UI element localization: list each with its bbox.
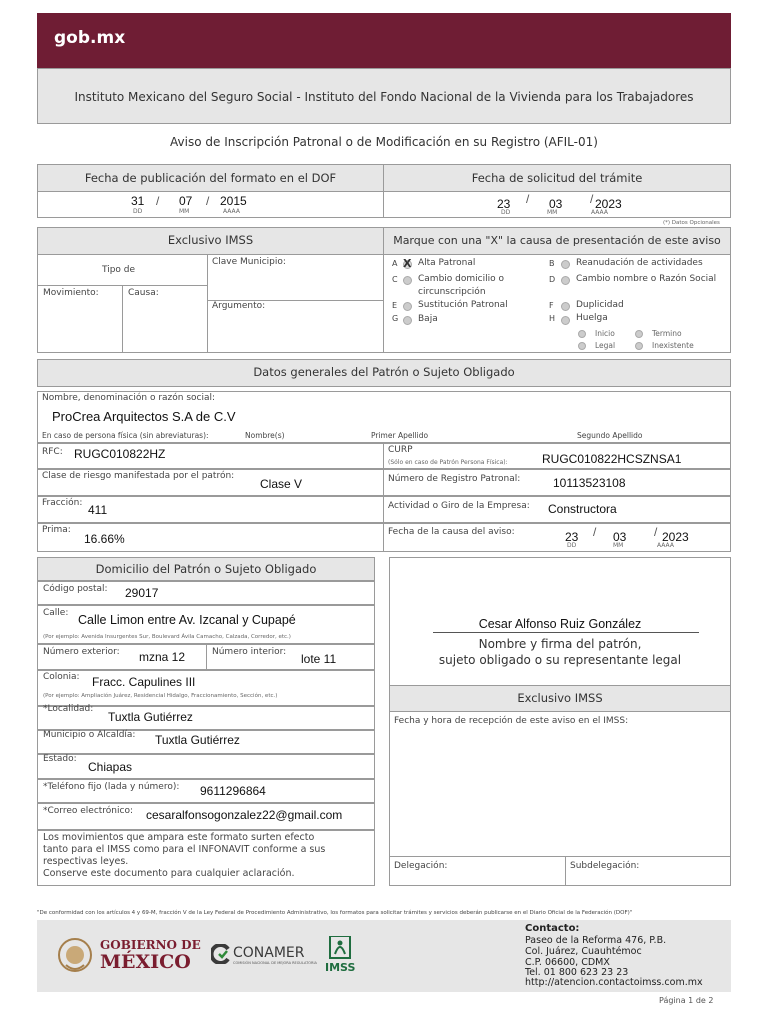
fc-dd-cap: DD <box>567 542 577 549</box>
signature-caption-1: Nombre y firma del patrón, <box>478 637 642 651</box>
cp-label: Código postal: <box>43 584 108 594</box>
signature-line <box>433 632 699 633</box>
pub-dd-cap: DD <box>133 208 143 215</box>
cause-a-letter: A <box>392 259 398 268</box>
legal-note-2: tanto para el IMSS como para el INFONAVIT conforme a sus <box>43 844 326 855</box>
optional-note: (*) Datos Opcionales <box>663 220 720 226</box>
cause-f-letter: F <box>549 301 554 310</box>
cause-g-radio[interactable] <box>403 316 412 325</box>
pub-sep2: / <box>206 194 210 208</box>
segundo-apellido-label: Segundo Apellido <box>577 431 643 440</box>
colonia-example: (Por ejemplo: Ampliación Juárez, Residencial Hidalgo, Fraccionamiento, Sección, etc.) <box>43 693 278 699</box>
fc-yyyy-cap: AAAA <box>657 542 674 549</box>
ext-value: mzna 12 <box>139 650 186 664</box>
imss-logo-text: IMSS <box>325 961 356 974</box>
imss-logo-icon <box>326 936 354 960</box>
cause-c-radio[interactable] <box>403 276 412 285</box>
colonia-value: Fracc. Capulines III <box>92 675 196 689</box>
gobierno-text-1: GOBIERNO DE <box>100 938 201 952</box>
int-value: lote 11 <box>301 652 337 666</box>
fc-sep2: / <box>654 525 658 539</box>
huelga-termino-radio[interactable] <box>635 330 643 338</box>
imss-body <box>37 254 384 353</box>
institution-name: Instituto Mexicano del Seguro Social - Instituto del Fondo Nacional de la Vivienda para los Trabajadores <box>74 90 694 104</box>
rfc-value: RUGC010822HZ <box>74 447 166 461</box>
int-label: Número interior: <box>212 647 287 657</box>
colonia-box <box>37 670 375 706</box>
legal-note-1: Los movimientos que ampara este formato surten efecto <box>43 832 315 843</box>
tel-value: 9611296864 <box>200 784 266 798</box>
contact-line-3: C.P. 06600, CDMX <box>525 957 610 968</box>
req-mm-cap: MM <box>547 209 558 216</box>
fc-mm: 03 <box>613 530 627 544</box>
cause-e-radio[interactable] <box>403 302 412 311</box>
cause-a-label: Alta Patronal <box>418 258 476 268</box>
req-dd: 23 <box>497 197 511 211</box>
pub-date-box <box>37 191 384 218</box>
municipio-value: Tuxtla Gutiérrez <box>155 733 240 747</box>
cause-c-label2: circunscripción <box>418 287 486 297</box>
conamer-text: CONAMER <box>233 945 305 961</box>
cause-h-letter: H <box>549 314 556 323</box>
conamer-icon <box>211 944 231 964</box>
estado-label: Estado: <box>43 754 77 764</box>
legal-note-3: respectivas leyes. <box>43 856 129 867</box>
contact-line-1: Paseo de la Reforma 476, P.B. <box>525 935 667 946</box>
clase-label: Clase de riesgo manifestada por el patrón: <box>42 471 235 481</box>
req-yyyy-cap: AAAA <box>591 209 608 216</box>
cause-h-radio[interactable] <box>561 316 570 325</box>
name-label: Nombre, denominación o razón social: <box>42 393 216 403</box>
huelga-legal-radio[interactable] <box>578 342 586 350</box>
mexico-shield-icon <box>58 935 92 975</box>
cp-value: 29017 <box>125 586 159 600</box>
localidad-label: *Localidad: <box>43 704 94 714</box>
fc-sep1: / <box>593 525 597 539</box>
cause-e-label: Sustitución Patronal <box>418 300 508 310</box>
gobierno-text-2: MÉXICO <box>100 951 191 973</box>
req-yyyy: 2023 <box>595 197 622 211</box>
domicilio-header-label: Domicilio del Patrón o Sujeto Obligado <box>95 562 317 576</box>
argumento-label: Argumento: <box>212 301 266 311</box>
fraccion-value: 411 <box>88 503 108 517</box>
actividad-label: Actividad o Giro de la Empresa: <box>388 501 530 511</box>
form-title: Aviso de Inscripción Patronal o de Modificación en su Registro (AFIL-01) <box>170 135 598 149</box>
subdelegacion-label: Subdelegación: <box>570 861 640 871</box>
page-number: Página 1 de 2 <box>659 996 714 1005</box>
pub-yyyy: 2015 <box>220 194 247 208</box>
ext-label: Número exterior: <box>43 647 120 657</box>
causa-label: Causa: <box>128 288 159 298</box>
fc-yyyy: 2023 <box>662 530 689 544</box>
req-sep1: / <box>526 192 530 206</box>
req-date-label: Fecha de solicitud del trámite <box>471 171 643 185</box>
curp-value: RUGC010822HCSZNSA1 <box>542 452 682 466</box>
signer-name: Cesar Alfonso Ruiz González <box>478 617 642 631</box>
curp-note: (Sólo en caso de Patrón Persona Física): <box>388 459 508 466</box>
pub-date-label: Fecha de publicación del formato en el DOF <box>84 171 337 185</box>
cause-d-letter: D <box>549 275 556 284</box>
cause-header-label: Marque con una "X" la causa de presentación de este aviso <box>393 234 721 247</box>
cause-c-label1: Cambio domicilio o <box>418 274 504 284</box>
prima-label: Prima: <box>42 525 71 535</box>
cause-a-mark: X <box>403 257 412 270</box>
req-sep2: / <box>590 192 594 206</box>
contact-title: Contacto: <box>525 923 580 934</box>
cause-e-letter: E <box>392 301 398 310</box>
cause-b-label: Reanudación de actividades <box>576 258 703 268</box>
calle-example: (Por ejemplo: Avenida Insurgentes Sur, Boulevard Ávila Camacho, Calzada, Corredor, etc.) <box>43 634 291 640</box>
cause-c-letter: C <box>392 275 398 284</box>
pub-yyyy-cap: AAAA <box>223 208 240 215</box>
correo-label: *Correo electrónico: <box>43 806 133 816</box>
cause-g-label: Baja <box>418 314 438 324</box>
signature-caption-2: sujeto obligado o su representante legal <box>438 653 682 667</box>
cause-b-letter: B <box>549 259 555 268</box>
fraccion-label: Fracción: <box>42 498 83 508</box>
clase-value: Clase V <box>260 477 303 491</box>
registro-value: 10113523108 <box>553 476 626 490</box>
general-header-label: Datos generales del Patrón o Sujeto Obligado <box>253 365 515 379</box>
huelga-inicio-label: Inicio <box>595 329 615 338</box>
prima-value: 16.66% <box>84 532 125 546</box>
fisica-label: En caso de persona física (sin abreviaturas): <box>42 431 209 440</box>
curp-label: CURP <box>388 445 413 455</box>
tipo-label: Tipo de <box>102 265 136 275</box>
calle-value: Calle Limon entre Av. Izcanal y Cupapé <box>78 613 296 627</box>
imss2-body <box>389 711 731 857</box>
localidad-value: Tuxtla Gutiérrez <box>108 710 193 724</box>
estado-value: Chiapas <box>88 760 133 774</box>
footer-legal: "De conformidad con los artículos 4 y 69-M, fracción V de la Ley Federal de Procedimiento Administrativo, los formatos para solicitar trámites y servicios deberán publicarse en el Diario Oficial de la Federación (DOF)" <box>37 910 633 916</box>
tel-label: *Teléfono fijo (lada y número): <box>43 782 180 792</box>
fc-dd: 23 <box>565 530 579 544</box>
huelga-inexistente-label: Inexistente <box>652 341 694 350</box>
pub-mm: 07 <box>179 194 193 208</box>
primer-apellido-label: Primer Apellido <box>371 431 429 440</box>
cause-g-letter: G <box>392 314 399 323</box>
contact-line-2: Col. Juárez, Cuauhtémoc <box>525 946 642 957</box>
imss-header-label: Exclusivo IMSS <box>167 233 254 247</box>
huelga-inicio-radio[interactable] <box>578 330 586 338</box>
municipio-label: Municipio o Alcaldía: <box>43 730 136 740</box>
colonia-label: Colonia: <box>43 672 80 682</box>
contact-link[interactable]: http://atencion.contactoimss.com.mx <box>525 977 703 988</box>
huelga-termino-label: Termino <box>652 329 682 338</box>
name-value: ProCrea Arquitectos S.A de C.V <box>52 409 236 424</box>
contact-line-4: Tel. 01 800 623 23 23 <box>525 967 629 978</box>
cause-d-label: Cambio nombre o Razón Social <box>576 274 717 284</box>
legal-note-4: Conserve este documento para cualquier aclaración. <box>43 868 295 879</box>
pub-mm-cap: MM <box>179 208 190 215</box>
pub-sep1: / <box>156 194 160 208</box>
recepcion-label: Fecha y hora de recepción de este aviso en el IMSS: <box>394 716 629 726</box>
fc-mm-cap: MM <box>613 542 624 549</box>
cause-f-label: Duplicidad <box>576 300 624 310</box>
cause-f-radio[interactable] <box>561 302 570 311</box>
rfc-label: RFC: <box>42 447 63 457</box>
req-dd-cap: DD <box>501 209 511 216</box>
correo-value: cesaralfonsogonzalez22@gmail.com <box>146 808 343 822</box>
pub-dd: 31 <box>131 194 145 208</box>
registro-label: Número de Registro Patronal: <box>388 474 521 484</box>
clave-municipio-label: Clave Municipio: <box>212 257 286 267</box>
huelga-inexistente-radio[interactable] <box>635 342 643 350</box>
nombres-label: Nombre(s) <box>245 431 285 440</box>
cause-h-label: Huelga <box>576 313 608 323</box>
gobmx-logo[interactable]: gob.mx <box>54 28 126 48</box>
cause-b-radio[interactable] <box>561 260 570 269</box>
header-bar <box>37 13 731 68</box>
imss2-header-label: Exclusivo IMSS <box>517 691 603 705</box>
req-mm: 03 <box>549 197 563 211</box>
huelga-legal-label: Legal <box>595 341 616 350</box>
cause-d-radio[interactable] <box>561 276 570 285</box>
fecha-causa-label: Fecha de la causa del aviso: <box>388 527 515 537</box>
actividad-value: Constructora <box>548 502 617 516</box>
conamer-subtext: COMISIÓN NACIONAL DE MEJORA REGULATORIA <box>233 961 317 965</box>
calle-label: Calle: <box>43 608 69 618</box>
movimiento-label: Movimiento: <box>43 288 99 298</box>
delegacion-label: Delegación: <box>394 861 448 871</box>
